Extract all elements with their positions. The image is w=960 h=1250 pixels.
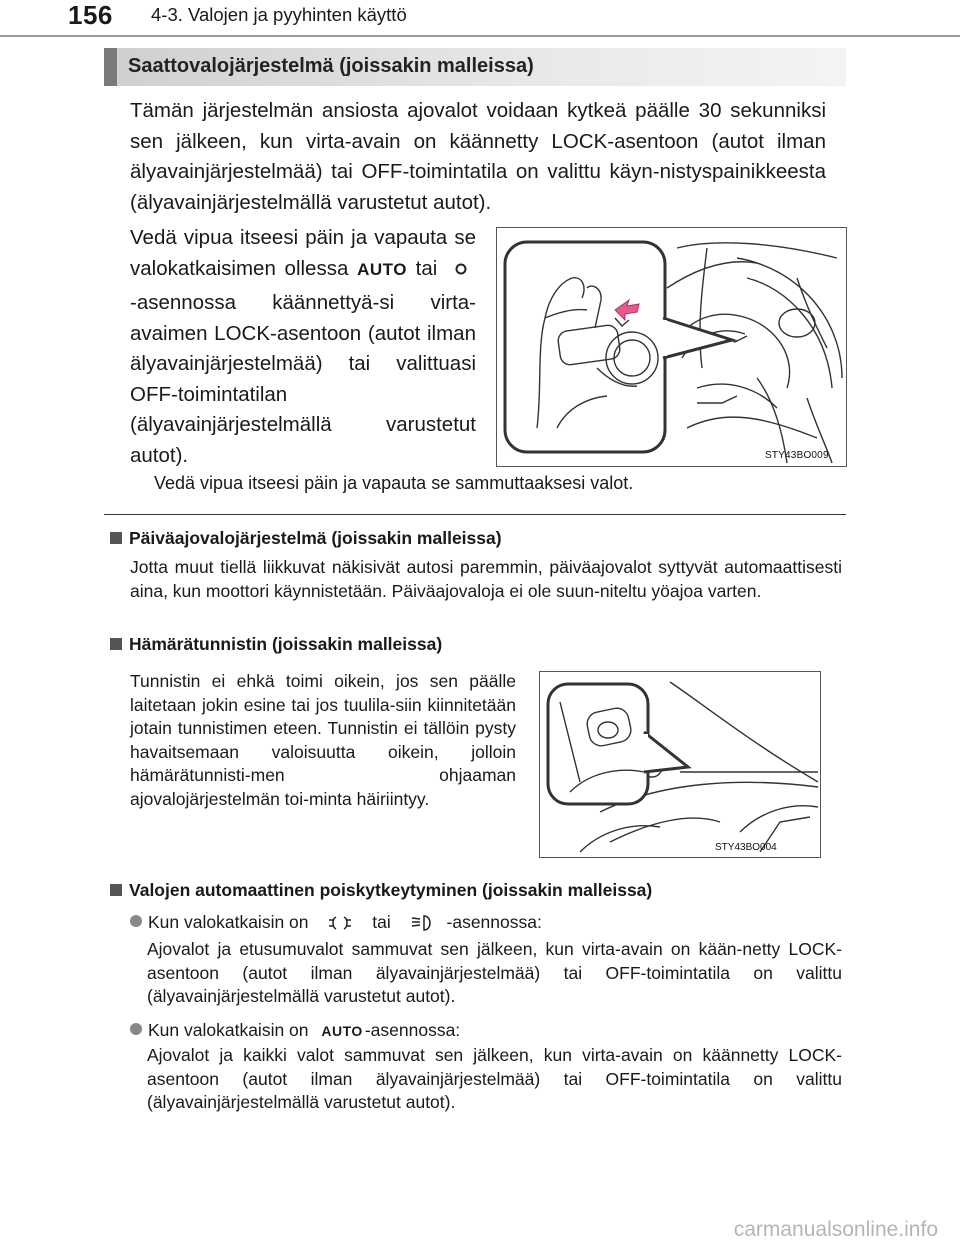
- bullet1-tail: -asennossa:: [446, 912, 542, 932]
- section-rule: [104, 514, 846, 515]
- daytime-text: Jotta muut tiellä liikkuvat näkisivät autosi paremmin, päiväajovalot syttyvät automaattisesti aina, kun moottori käynnistetään. Päiväajovaloja ei ole suun-niteltu yöajoa varten.: [130, 557, 842, 601]
- sensor-heading: [110, 634, 442, 655]
- square-bullet-icon: [110, 638, 122, 650]
- sensor-heading-text: Hämärätunnistin (joissakin malleissa): [129, 634, 443, 654]
- chapter-title: 4-3. Valojen ja pyyhinten käyttö: [151, 4, 407, 25]
- round-bullet-icon: [130, 915, 142, 927]
- daytime-heading: [110, 528, 502, 549]
- header-rule: [0, 35, 960, 37]
- daytime-heading-text: Päiväajovalojärjestelmä (joissakin malleissa): [129, 528, 502, 548]
- auto-off-bullet-1: [130, 911, 842, 939]
- bullet2-tail: -asennossa:: [364, 1020, 461, 1040]
- parking-light-icon: [446, 258, 476, 289]
- lever-illustration: [496, 227, 847, 467]
- parking-light-switch-icon: [327, 914, 353, 939]
- section-title: Saattovalojärjestelmä (joissakin malleissa): [128, 55, 534, 77]
- page-number: 156: [68, 0, 113, 30]
- instruction-part2: -asennossa käännettyä-si virta-avaimen LOCK-asentoon (autot ilman älyavainjärjestelmää) tai valittuasi OFF-toimintatilan (älyavainjärjestelmällä varustetut autot).: [130, 291, 476, 467]
- instruction-paragraph: [130, 223, 476, 471]
- square-bullet-icon: [110, 532, 122, 544]
- headlight-switch-icon: [410, 914, 436, 939]
- square-bullet-icon: [110, 884, 122, 896]
- auto-position-icon-small: AUTO: [321, 1023, 363, 1039]
- bullet1-lead: Kun valokatkaisin on: [148, 912, 309, 932]
- auto-off-heading: [110, 880, 652, 901]
- note-text: Vedä vipua itseesi päin ja vapauta se sammuttaaksesi valot.: [154, 473, 634, 493]
- sensor-text: Tunnistin ei ehkä toimi oikein, jos sen päälle laitetaan jokin esine tai jos tuulila-siin kiinnitetään jotain tunnistimen eteen. Tunnistin ei tällöin pysty havaitsemaan valoisuutta oikein, jolloin hämärätunnisti-men ohjaaman ajovalojärjestelmän toi-minta häiriintyy.: [130, 671, 516, 809]
- bullet1-tai: tai: [372, 912, 391, 932]
- round-bullet-icon: [130, 1023, 142, 1035]
- watermark: carmanualsonline.info: [733, 1218, 938, 1241]
- instruction-part1: Vedä vipua itseesi päin ja vapauta se valokatkaisimen ollessa: [130, 226, 476, 280]
- auto-position-icon: AUTO: [357, 259, 407, 279]
- intro-paragraph: Tämän järjestelmän ansiosta ajovalot voidaan kytkeä päälle 30 sekunniksi sen jälkeen, kun virta-avain on käännetty LOCK-asentoon (autot ilman älyavainjärjestelmää) tai OFF-toimintatila on valittu käyn-nistyspainikkeesta (älyavainjärjestelmällä varustetut autot).: [130, 99, 826, 214]
- auto-off-heading-text: Valojen automaattinen poiskytkeytyminen (joissakin malleissa): [129, 880, 653, 900]
- auto-off-bullet-2-text: Ajovalot ja kaikki valot sammuvat sen jälkeen, kun virta-avain on käännetty LOCK-asentoon (autot ilman älyavainjärjestelmää) tai OFF-toimintatila on valittu (älyavainjärjestelmällä varustetut autot).: [147, 1045, 842, 1112]
- figure-label-2: STY43BO004: [715, 842, 777, 853]
- auto-off-bullet-1-text: Ajovalot ja etusumuvalot sammuvat sen jälkeen, kun virta-avain on kään-netty LOCK-asentoon (autot ilman älyavainjärjestelmää) tai OFF-toimintatila on valittu (älyavainjärjestelmällä varustetut autot).: [147, 939, 842, 1006]
- figure-label-1: STY43BO009: [765, 450, 829, 461]
- instruction-tai: tai: [415, 256, 438, 280]
- auto-off-bullet-2: [130, 1019, 842, 1044]
- section-heading-bar: [104, 48, 117, 86]
- sensor-illustration: [539, 671, 821, 858]
- bullet2-lead: Kun valokatkaisin on: [148, 1020, 309, 1040]
